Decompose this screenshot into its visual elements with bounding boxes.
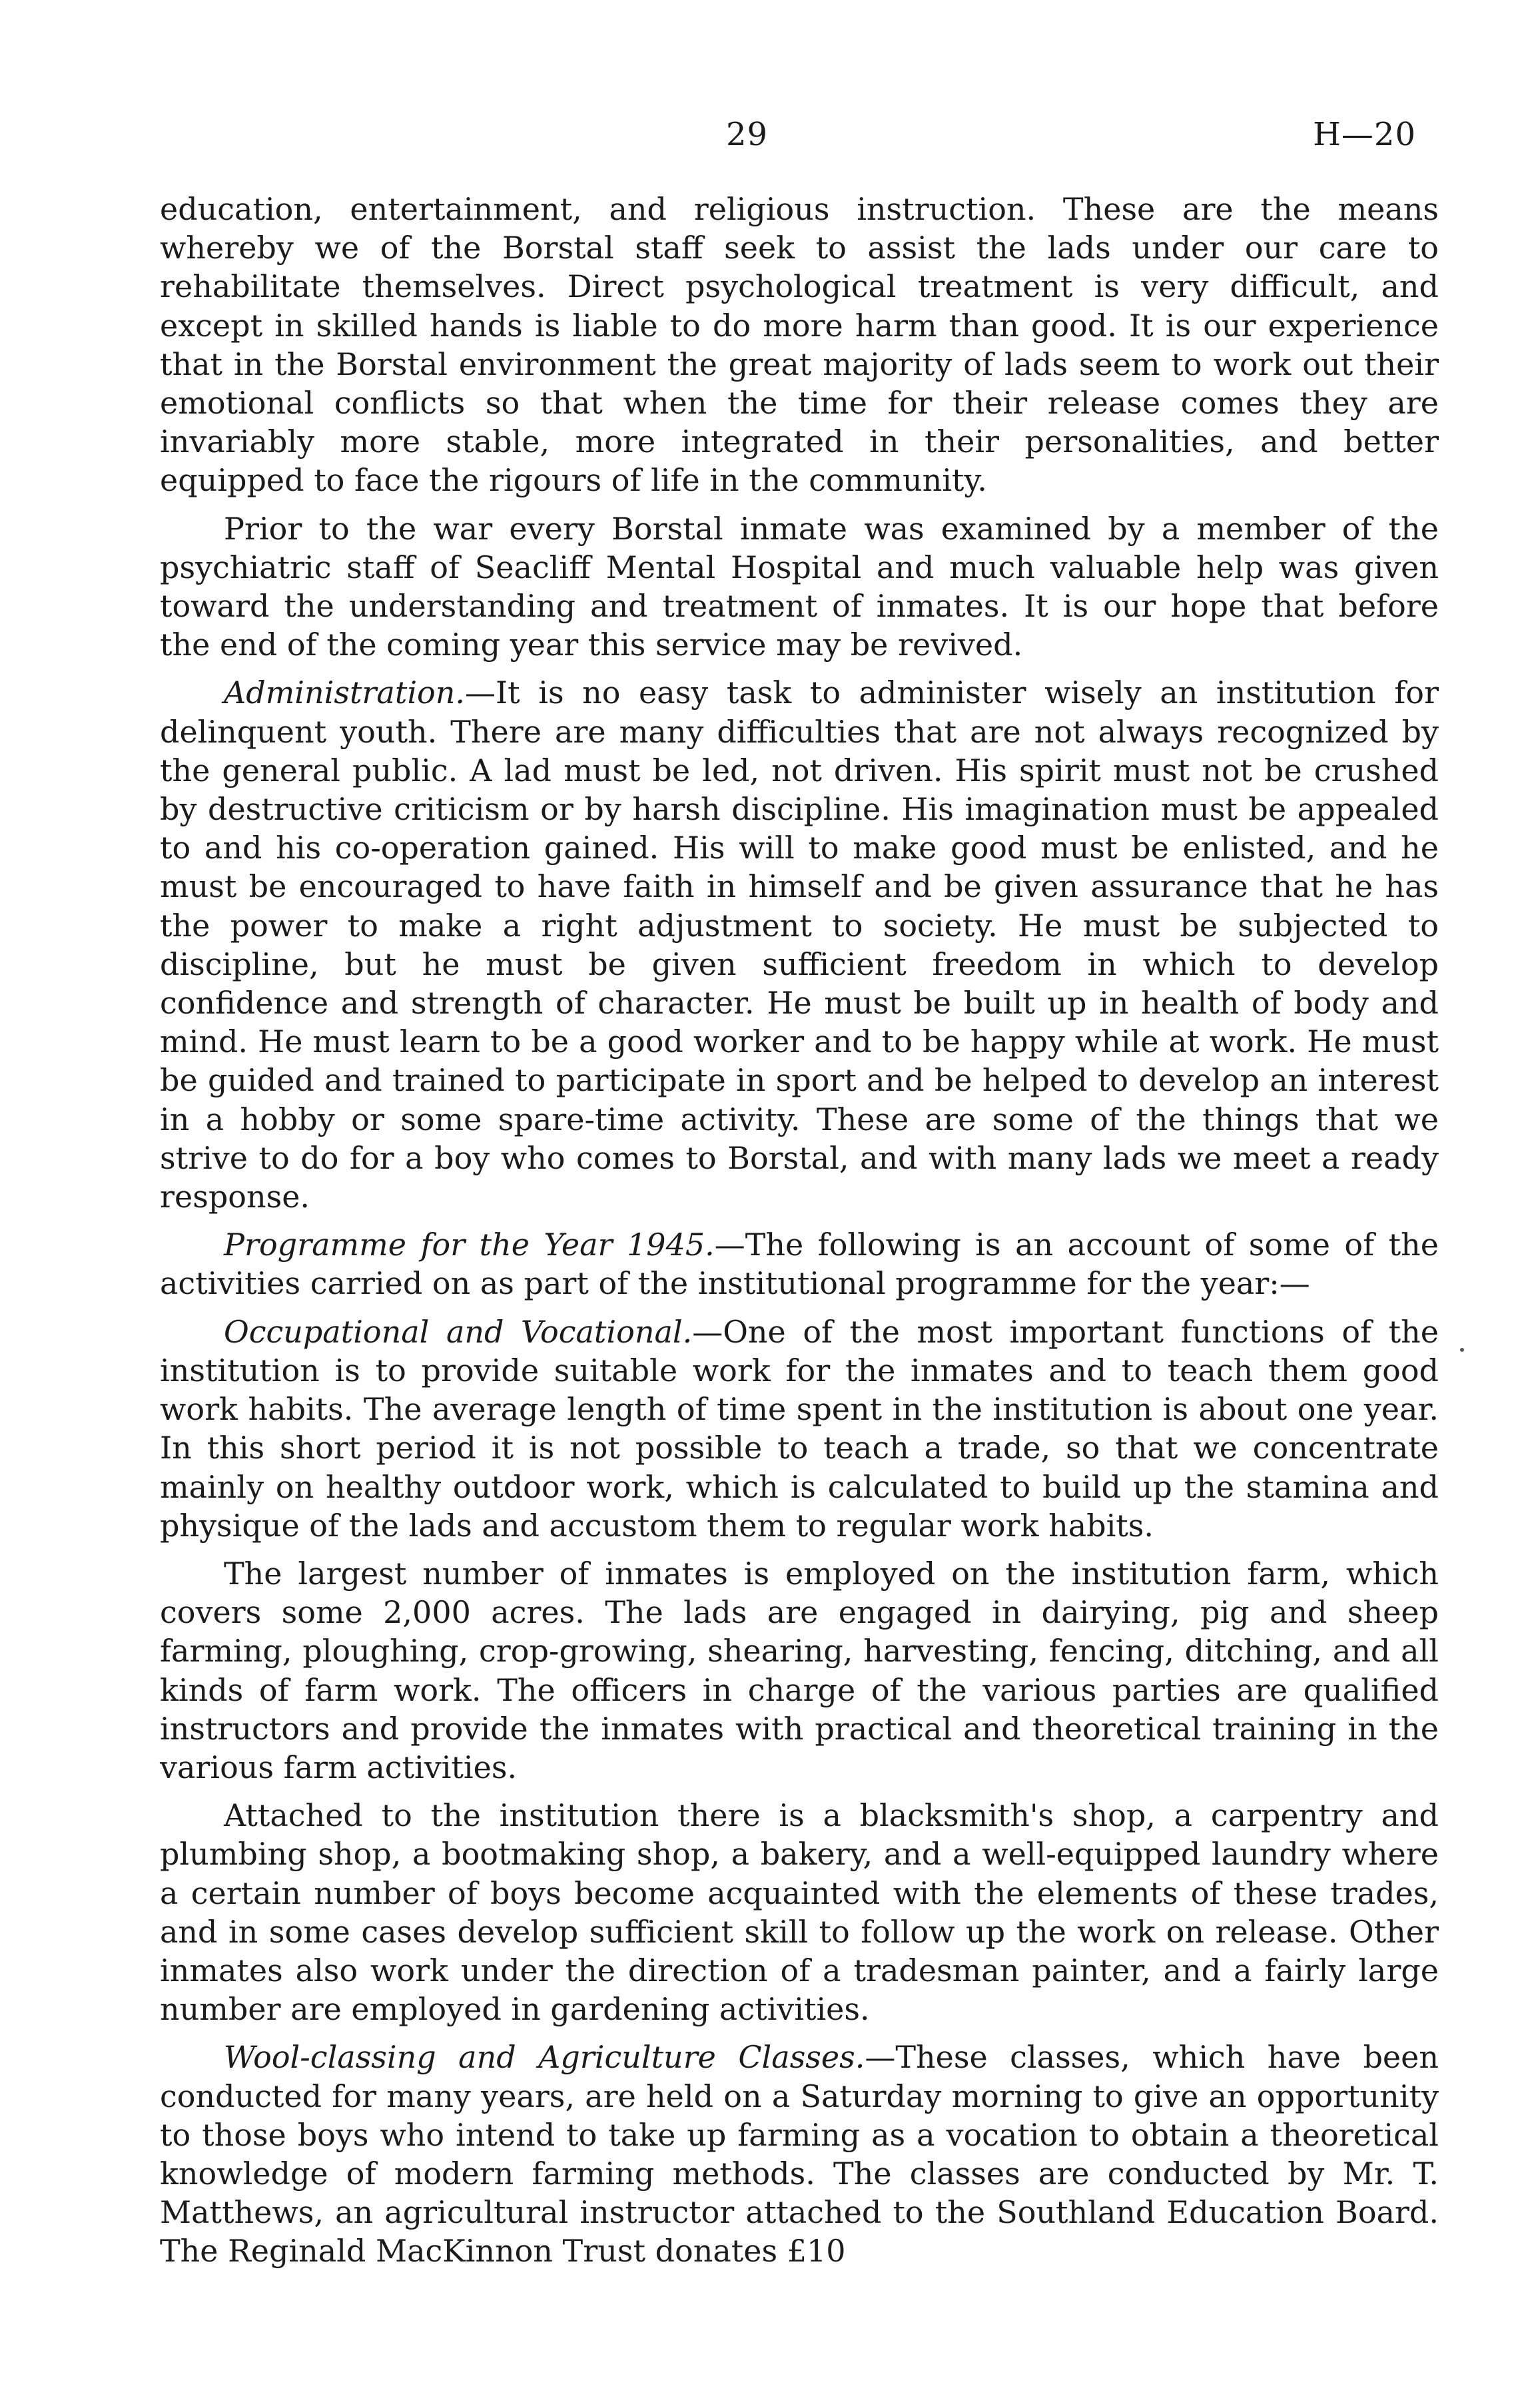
scan-speck	[1460, 1348, 1464, 1352]
paragraph-text: —One of the most important functions of the institution is to provide suitable work for the inmates and to teach them good work habits. The average length of time spent in the institution is about one year. In this short period it is not possible to teach a trade, so that we concentrate mainly on healthy outdoor work, which is calculated to build up the stamina and physique of the lads and accustom them to regular work habits.	[160, 1313, 1439, 1544]
paragraph-administration	[160, 673, 1439, 1216]
page-number: 29	[726, 116, 769, 153]
section-heading: Programme for the Year 1945.	[224, 1227, 715, 1263]
section-heading: Administration.	[224, 675, 465, 711]
paragraph-farm	[160, 1554, 1439, 1787]
section-heading: Occupational and Vocational.	[224, 1313, 693, 1350]
paragraph-text: Prior to the war every Borstal inmate was examined by a member of the psychiatric staff of Seacliff Mental Hospital and much valuable help was given toward the understanding and treatment of inmates. It is our hope that before the end of the coming year this service may be revived.	[160, 510, 1439, 663]
paragraph-occupational	[160, 1313, 1439, 1545]
paragraph-text: education, entertainment, and religious instruction. These are the means whereby we of the Borstal staff seek to assist the lads under our care to rehabilitate themselves. Direct psychological treatment is very difficult, and except in skilled hands is liable to do more harm than good. It is our experience that in the Borstal environment the great majority of lads seem to work out their emotional conflicts so that when the time for their release comes they are invariably more stable, more integrated in their personalities, and better equipped to face the rigours of life in the community.	[160, 191, 1439, 499]
paragraph-trades	[160, 1796, 1439, 2028]
paragraph-education	[160, 190, 1439, 500]
paragraph-wool-classing	[160, 2038, 1439, 2270]
paragraph-psychiatric	[160, 509, 1439, 665]
paragraph-text: The largest number of inmates is employed on the institution farm, which covers some 2,000 acres. The lads are engaged in dairying, pig and sheep farming, ploughing, crop-growing, shearing, harvesting, fencing, ditching, and all kinds of farm work. The officers in charge of the various parties are qualified instructors and provide the inmates with practical and theoretical training in the various farm activities.	[160, 1555, 1439, 1785]
report-code: H—20	[1313, 116, 1416, 153]
paragraph-programme	[160, 1225, 1439, 1303]
section-heading: Wool-classing and Agriculture Classes.	[224, 2039, 865, 2076]
paragraph-text: Attached to the institution there is a blacksmith's shop, a carpentry and plumbing shop, a bootmaking shop, a bakery, and a well-equipped laundry where a certain number of boys become acquainted with the elements of these trades, and in some cases develop sufficient skill to follow up the work on release. Other inmates also work under the direction of a tradesman painter, and a fairly large number are employed in gardening activities.	[160, 1797, 1439, 2028]
body-text	[160, 190, 1439, 2271]
paragraph-text: —These classes, which have been conducted for many years, are held on a Saturday morning to give an opportunity to those boys who intend to take up farming as a vocation to obtain a theoretical knowledge of modern farming methods. The classes are conducted by Mr. T. Matthews, an agricultural instructor attached to the Southland Education Board. The Reginald MacKinnon Trust donates £10	[160, 2039, 1439, 2269]
paragraph-text: —It is no easy task to administer wisely an institution for delinquent youth. There are many difficulties that are not always recognized by the general public. A lad must be led, not driven. His spirit must not be crushed by destructive criticism or by harsh discipline. His imagination must be appealed to and his co-operation gained. His will to make good must be enlisted, and he must be encouraged to have faith in himself and be given assurance that he has the power to make a right adjustment to society. He must be subjected to discipline, but he must be given sufficient freedom in which to develop confidence and strength of character. He must be built up in health of body and mind. He must learn to be a good worker and to be happy while at work. He must be guided and trained to participate in sport and be helped to develop an interest in a hobby or some spare-time activity. These are some of the things that we strive to do for a boy who comes to Borstal, and with many lads we meet a ready response.	[160, 675, 1439, 1215]
paragraph-text: —The following is an account of some of the activities carried on as part of the institutional programme for the year:—	[160, 1227, 1439, 1302]
